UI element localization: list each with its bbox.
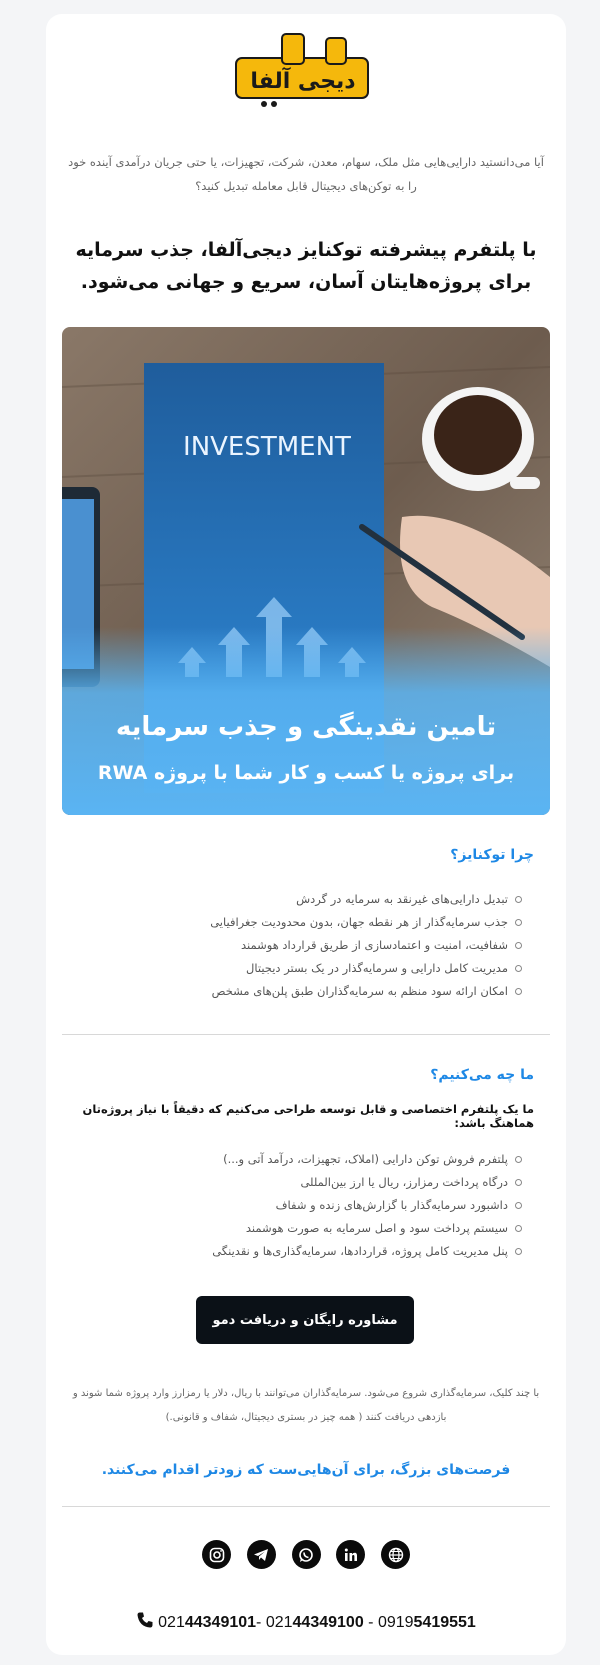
hero-image[interactable] [62, 327, 550, 815]
why-list [64, 888, 522, 1003]
phone-numbers[interactable] [66, 1611, 546, 1634]
what-subtitle: ما یک پلتفرم اختصاصی و قابل توسعه طراحی می‌کنیم که دقیقاً با نیاز پروژه‌تان هماهنگ باشد: [82, 1102, 534, 1130]
list-item: داشبورد سرمایه‌گذار با گزارش‌های زنده و شفاف [64, 1194, 522, 1217]
email-card [46, 14, 566, 1655]
phone-icon [136, 1611, 154, 1634]
list-item: درگاه پرداخت رمزارز، ریال یا ارز بین‌المللی [64, 1171, 522, 1194]
what-title: ما چه می‌کنیم؟ [430, 1067, 534, 1083]
logo-text: دیجی آلفا [250, 69, 356, 94]
free-consultation-button[interactable]: مشاوره رایگان و دریافت دمو [196, 1296, 414, 1344]
divider [62, 1506, 550, 1507]
banner-line-2: برای پروژه یا کسب و کار شما با پروژه RWA [97, 762, 515, 784]
headline: با پلتفرم پیشرفته توکنایز دیجی‌آلفا، جذب سرمایه برای پروژه‌هایتان آسان، سریع و جهانی می‌شود. [75, 239, 537, 293]
phone-separator: - [363, 1613, 378, 1631]
phone-3-main: 5419551 [413, 1613, 476, 1631]
linkedin-icon[interactable] [336, 1540, 365, 1569]
list-item: پلتفرم فروش توکن دارایی (املاک، تجهیزات، درآمد آتی و...) [64, 1148, 522, 1171]
divider [62, 1034, 550, 1035]
banner-line-1: تامین نقدینگی و جذب سرمایه [115, 712, 497, 742]
info-note: با چند کلیک، سرمایه‌گذاری شروع می‌شود. سرمایه‌گذاران می‌توانند با ریال، دلار یا رمزارز وارد پروژه شما شوند و بازدهی دریافت کنند ( همه چیز در بستری دیجیتال، شفاف و قانونی.) [72, 1388, 540, 1423]
instagram-icon[interactable] [202, 1540, 231, 1569]
list-item: جذب سرمایه‌گذار از هر نقطه جهان، بدون محدودیت جغرافیایی [64, 911, 522, 934]
list-item: تبدیل دارایی‌های غیرنقد به سرمایه در گردش [64, 888, 522, 911]
list-item: مدیریت کامل دارایی و سرمایه‌گذار در یک بستر دیجیتال [64, 957, 522, 980]
why-title: چرا توکنایز؟ [450, 847, 534, 863]
phone-1-main: 44349101 [184, 1613, 257, 1631]
phone-1-prefix: 021 [158, 1613, 185, 1631]
list-item: سیستم پرداخت سود و اصل سرمایه به صورت هوشمند [64, 1217, 522, 1240]
globe-icon[interactable] [381, 1540, 410, 1569]
intro-text: آیا می‌دانستید دارایی‌هایی مثل ملک، سهام، معدن، شرکت، تجهیزات، یا حتی جریان درآمدی آینده خود را به توکن‌های دیجیتال قابل معامله تبدیل کنید؟ [68, 155, 544, 193]
book-title: INVESTMENT [183, 432, 351, 462]
phone-separator: - [256, 1613, 266, 1631]
social-links [202, 1540, 410, 1570]
phone-3-prefix: 0919 [377, 1613, 414, 1631]
brand-logo[interactable] [230, 28, 376, 108]
list-item: پنل مدیریت کامل پروژه، قراردادها، سرمایه‌گذاری‌ها و نقدینگی [64, 1240, 522, 1263]
list-item: شفافیت، امنیت و اعتمادسازی از طریق قرارداد هوشمند [64, 934, 522, 957]
phone-2-prefix: 021 [265, 1613, 293, 1631]
phone-2-main: 44349100 [292, 1613, 364, 1631]
telegram-icon[interactable] [247, 1540, 276, 1569]
slogan: فرصت‌های بزرگ، برای آن‌هایی‌ست که زودتر اقدام می‌کنند. [101, 1462, 511, 1478]
whatsapp-icon[interactable] [292, 1540, 321, 1569]
what-list [64, 1148, 522, 1263]
list-item: امکان ارائه سود منظم به سرمایه‌گذاران طبق پلن‌های مشخص [64, 980, 522, 1003]
